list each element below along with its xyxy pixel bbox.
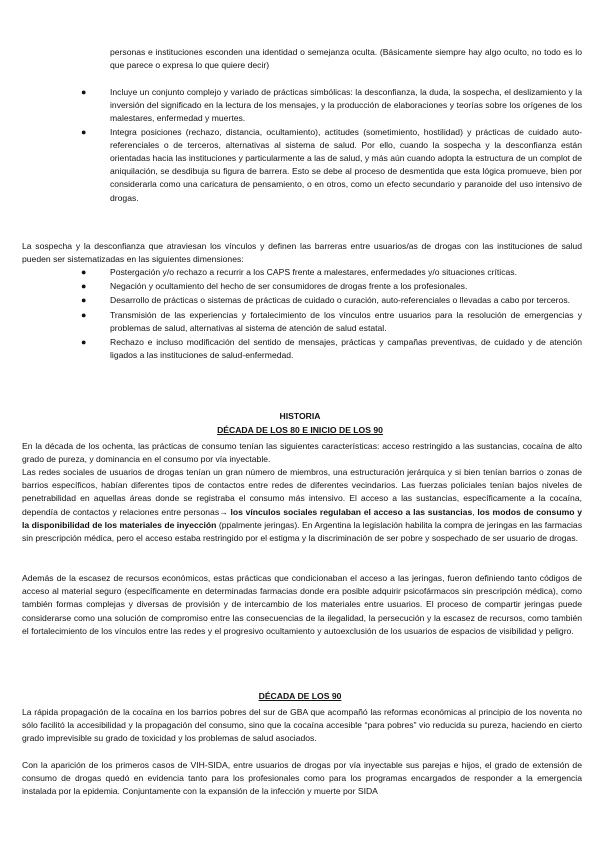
decada-90-heading: DÉCADA DE LOS 90 bbox=[258, 691, 342, 701]
bullet-icon: ● bbox=[81, 267, 87, 277]
bullet-list-characteristics bbox=[80, 86, 582, 205]
list-item-text: Negación y ocultamiento del hecho de ser consumidores de drogas frente a los profesionales. bbox=[110, 281, 468, 292]
list-item-text: Incluye un conjunto complejo y variado de prácticas simbólicas: la desconfianza, la duda, la sospecha, el deslizamiento y la inversión del significado en la lectura de los mensajes, y la producción de elaboraciones y teorías sobre los orígenes de los malestares, enfermedad y muertes. bbox=[110, 87, 582, 124]
list-item bbox=[80, 336, 582, 362]
bullet-icon: ● bbox=[81, 281, 87, 292]
dimensions-intro-paragraph: La sospecha y la desconfianza que atraviesan los vínculos y definen las barreras entre usuarios/as de drogas con las instituciones de salud pueden ser sistematizadas en las siguientes dimensiones: bbox=[22, 241, 582, 265]
decada-80-heading: DÉCADA DE LOS 80 E INICIO DE LOS 90 bbox=[217, 425, 383, 435]
paragraph-80s-networks bbox=[22, 466, 582, 545]
list-item-text: Integra posiciones (rechazo, distancia, ocultamiento), actitudes (sometimiento, hostilidad) y prácticas de cuidado auto-referenciales o de terceros, alternativas al sistema de salud. Por ello, cuando la sospecha y la desconfianza están orientadas hacia las instituciones y particularmente a las de salud, y más aún cuando adopta la estructura de un complot de aniquilación, se desdibuja su figura de barrera. Esto se debe al proceso de desmentida que esta lógica promueve, bien por considerarla como una caricatura de pensamiento, o en otros, como un efecto secundario y paranoide del uso intensivo de drogas. bbox=[110, 126, 582, 203]
list-item-text: Transmisión de las experiencias y fortalecimiento de los vínculos entre usuarios para la resolución de emergencias y problemas de salud, alternativas al sistema de atención de salud estatal. bbox=[110, 309, 582, 333]
list-item-text: Rechazo e incluso modificación del sentido de mensajes, prácticas y campañas preventivas, de cuidado y de atención ligados a las instituciones de salud-enfermedad. bbox=[110, 337, 582, 361]
bullet-icon: ● bbox=[81, 337, 87, 348]
list-item bbox=[80, 86, 582, 126]
paragraph-80s-consumption: En la década de los ochenta, las prácticas de consumo tenían las siguientes características: acceso restringido a las sustancias, cocaína de alto grado de pureza, y dominancia en el consumo por vía inyectable. bbox=[22, 441, 582, 465]
list-item bbox=[80, 280, 582, 293]
emphasis-injection-materials: los modos de consumo y la disponibilidad de los materiales de inyección bbox=[22, 506, 582, 530]
paragraph-text: , bbox=[472, 506, 478, 517]
list-item-text: Desarrollo de prácticas o sistemas de prácticas de cuidado o curación, auto-referenciales o llevadas a cabo por terceros. bbox=[110, 295, 571, 306]
paragraph-text: (ppalmente jeringas). En Argentina la legislación habilita la compra de jeringas en las farmacias sin prescripción médica, pero el acceso estaba restringido por el estigma y la discriminación de ser pobre y sospechado de ser usuario de drogas. bbox=[22, 519, 583, 544]
paragraph-90s-hiv: Con la aparición de los primeros casos de VIH-SIDA, entre usuarios de drogas por vía inyectable sus parejas e hijos, el grado de extensión de consumo de drogas quedó en evidencia tanto para los profesionales como para los programas encargados de responder a la emergencia instalada por la epidemia. Conjuntamente con la expansión de la infección y muerte por SIDA bbox=[22, 760, 582, 797]
bullet-icon: ● bbox=[81, 295, 87, 306]
list-item bbox=[80, 309, 582, 335]
continuation-paragraph: personas e instituciones esconden una identidad o semejanza oculta. (Básicamente siempre hay algo oculto, no todo es lo que parece o expresa lo que quiere decir) bbox=[110, 47, 582, 71]
bullet-icon: ● bbox=[81, 309, 87, 320]
paragraph-text: Las redes sociales de usuarios de drogas tenían un gran número de miembros, una estructuración jerárquica y si bien tenían barrios o zonas de barrios específicos, habían diferentes tipos de contactos entre redes de diferentes vecindarios. Las fuerzas policiales tenían bajos niveles de penetrabilidad en aquellas áreas donde se registraba el consumo más intensivo. El acceso a las sustancias, específicamente a la cocaína, dependía de contactos y relaciones entre personas→ bbox=[22, 467, 582, 517]
historia-heading: HISTORIA bbox=[279, 411, 321, 421]
emphasis-social-ties: los vínculos sociales regulaban el acceso a las sustancias bbox=[230, 506, 473, 517]
list-item-text: Postergación y/o rechazo a recurrir a los CAPS frente a malestares, enfermedades y/o situaciones críticas. bbox=[110, 267, 517, 277]
list-item bbox=[80, 126, 582, 205]
paragraph-90s-cocaine: La rápida propagación de la cocaína en los barrios pobres del sur de GBA que acompañó las reformas económicas al principio de los noventa no sólo facilitó la accesibilidad y la propagación del consumo, sino que la cocaína accesible “para pobres” vio reducida su pureza, haciendo en cierto grado imprevisible su grado de toxicidad y los problemas de salud asociados. bbox=[22, 707, 582, 744]
bullet-icon: ● bbox=[81, 126, 87, 137]
list-item bbox=[80, 266, 582, 279]
bullet-list-dimensions bbox=[80, 266, 582, 363]
list-item bbox=[80, 294, 582, 307]
paragraph-80s-syringes: Además de la escasez de recursos económicos, estas prácticas que condicionaban el acceso a las jeringas, fueron definiendo tanto códigos de acceso al material seguro (específicamente en determinadas farmacias donde era posible adquirir psicofármacos sin prescripción médica), como también formas complejas y diversas de provisión y de intercambio de los materiales entre usuarios. El proceso de compartir jeringas puede considerarse como una solución de compromiso entre las consecuencias de la ilegalidad, la persecución y la escasez de recursos, como también el fortalecimiento de los vínculos entre las redes y el progresivo ocultamiento y autoexclusión de los usuarios de espacios de visibilidad y peligro. bbox=[22, 573, 582, 636]
bullet-icon: ● bbox=[81, 87, 87, 97]
